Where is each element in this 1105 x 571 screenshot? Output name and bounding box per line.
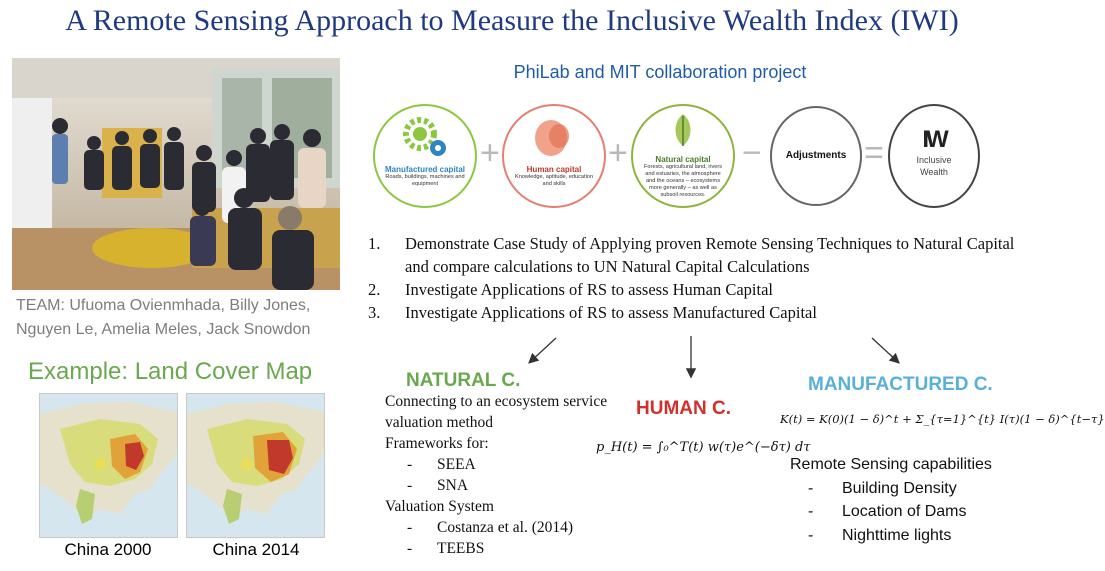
human-formula: p_H(t) = ∫₀^T(t) w(τ)e^(−δτ) dτ: [596, 440, 811, 455]
human-capital-circle: [502, 104, 606, 208]
circle-title: Natural capital: [655, 155, 711, 164]
arrow-natural: [530, 338, 556, 362]
team-photo: [12, 58, 340, 290]
page-title: A Remote Sensing Approach to Measure the Inclusive Wealth Index (IWI): [65, 4, 959, 37]
list-text: Demonstrate Case Study of Applying proven Remote Sensing Techniques to Natural Capital and compare calculations to UN Natural Capital Calculations: [405, 234, 1015, 276]
capabilities-label: Remote Sensing capabilities: [790, 456, 992, 473]
arrow-manufactured: [872, 338, 898, 362]
team-photo-illustration: [12, 58, 340, 290]
equals-operator: =: [864, 134, 884, 172]
list-text: Investigate Applications of RS to assess Human Capital: [405, 280, 773, 299]
frameworks-label: Frameworks for:: [385, 435, 489, 452]
plus-operator: +: [608, 134, 628, 172]
capabilities-list: [790, 453, 992, 547]
manufactured-capital-circle: [373, 104, 477, 208]
team-credits: TEAM: Ufuoma Ovienmhada, Billy Jones, Nguyen Le, Amelia Meles, Jack Snowdon: [16, 297, 311, 338]
manufactured-formula: K(t) = K(0)(1 − δ)^t + Σ_{τ=1}^{t} I(τ)(1 − δ)^{t−τ}: [780, 412, 1105, 426]
gears-icon: [400, 114, 450, 160]
capability-item: - Location of Dams: [790, 500, 992, 524]
framework-item: - SEEA: [385, 454, 615, 475]
circle-desc: Knowledge, aptitude, education and skills: [514, 174, 594, 187]
circle-title: Adjustments: [785, 150, 847, 161]
inclusive-wealth-circle: [888, 104, 980, 208]
example-title: Example: Land Cover Map: [28, 358, 313, 385]
iw-logo: IW: [922, 126, 946, 153]
circle-title: Manufactured capital: [384, 165, 465, 174]
list-number: 1.: [368, 234, 381, 253]
objectives-list: [368, 232, 1018, 324]
china-2000-map: [39, 393, 178, 538]
china-map-image: [40, 394, 177, 537]
list-item: [368, 278, 1018, 301]
human-heading: HUMAN C.: [636, 398, 731, 419]
natural-details: [385, 391, 615, 559]
natural-heading: NATURAL C.: [406, 370, 521, 391]
circle-title: Inclusive Wealth: [916, 155, 952, 177]
natural-capital-circle: [631, 104, 735, 208]
manufactured-heading: MANUFACTURED C.: [808, 374, 993, 395]
list-item: [368, 232, 1018, 278]
china-2014-map: [186, 393, 325, 538]
capability-item: - Building Density: [790, 477, 992, 501]
framework-item: - SNA: [385, 475, 615, 496]
subtitle: PhiLab and MIT collaboration project: [513, 62, 807, 82]
valuation-item: - TEEBS: [385, 538, 615, 559]
head-icon: [529, 116, 579, 160]
circle-title: Human capital: [526, 165, 582, 174]
map-caption-2014: China 2014: [212, 540, 300, 559]
list-number: 2.: [368, 280, 381, 299]
leaf-icon: [663, 110, 703, 150]
valuation-item: - Costanza et al. (2014): [385, 517, 615, 538]
list-number: 3.: [368, 303, 381, 322]
valuation-label: Valuation System: [385, 498, 494, 515]
circle-desc: Roads, buildings, machines and equipment: [385, 174, 465, 187]
list-text: Investigate Applications of RS to assess Manufactured Capital: [405, 303, 817, 322]
plus-operator: +: [480, 134, 500, 172]
list-item: [368, 301, 1018, 324]
map-caption-2000: China 2000: [64, 540, 152, 559]
capability-item: - Nighttime lights: [790, 524, 992, 548]
natural-intro: Connecting to an ecosystem service valuation method: [385, 393, 608, 431]
china-map-image: [187, 394, 324, 537]
circle-desc: Forests, agricultural land, rivers and estuaries, the atmosphere and the oceans – ecosystems more generally – as well as subsoil resources.: [643, 164, 723, 198]
minus-operator: −: [742, 134, 762, 172]
adjustments-circle: [770, 106, 862, 206]
